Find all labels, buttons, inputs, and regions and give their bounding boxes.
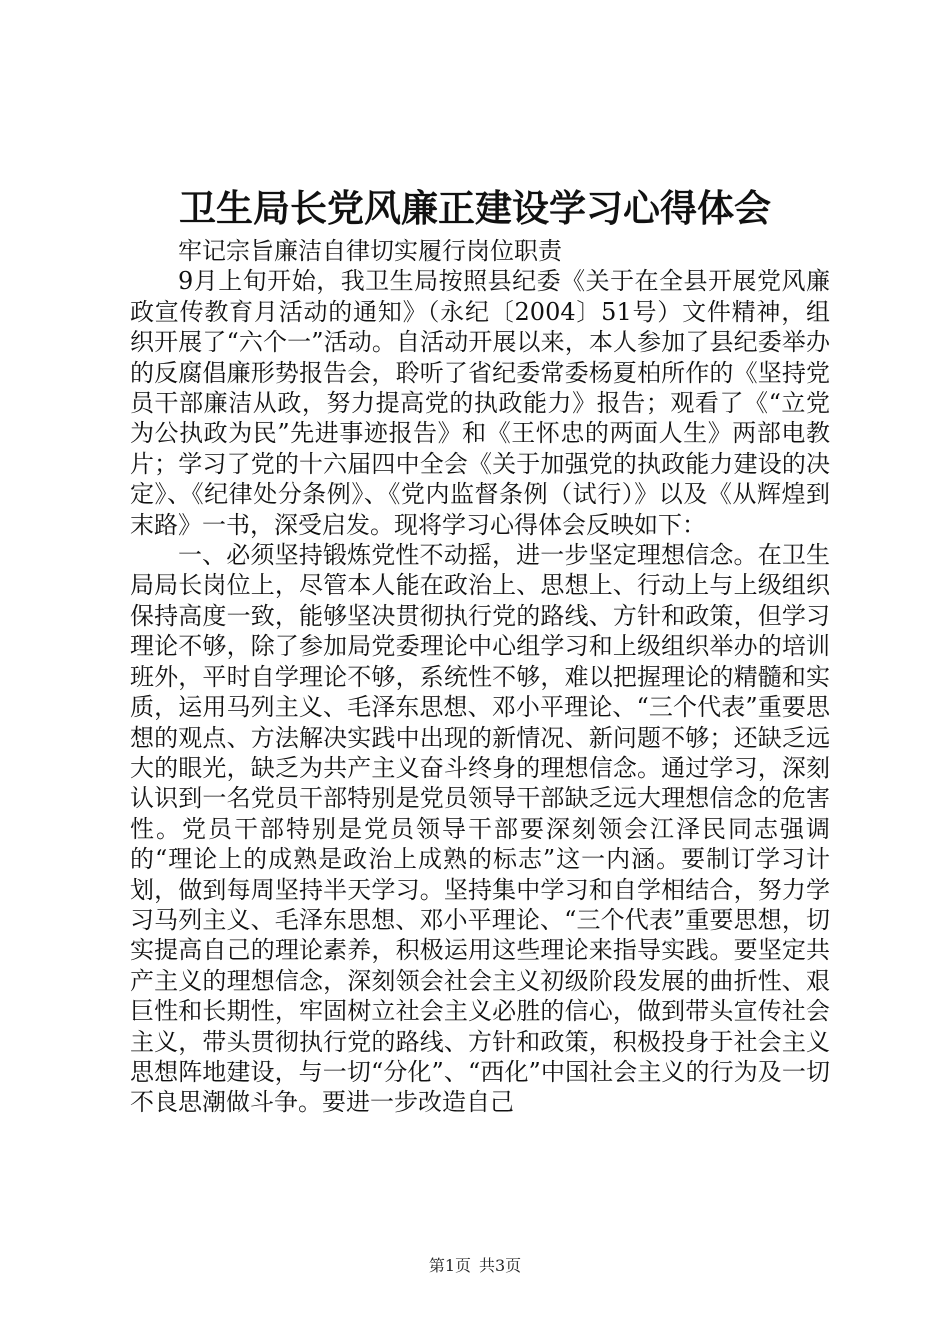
document-body bbox=[130, 236, 830, 1118]
page-total: 共3页 bbox=[479, 1256, 522, 1275]
intro-paragraph: 9月上旬开始，我卫生局按照县纪委《关于在全县开展党风廉政宣传教育月活动的通知》（永纪〔2004〕51号）文件精神，组织开展了“六个一”活动。自活动开展以来，本人参加了县纪委举办的反腐倡廉形势报告会，聆听了省纪委常委杨夏柏所作的《坚持党员干部廉洁从政，努力提高党的执政能力》报告；观看了《“立党为公执政为民”先进事迹报告》和《王怀忠的两面人生》两部电教片；学习了党的十六届四中全会《关于加强党的执政能力建设的决定》、《纪律处分条例》、《党内监督条例（试行）》以及《从辉煌到末路》一书，深受启发。现将学习心得体会反映如下： bbox=[130, 267, 830, 539]
document-title: 卫生局长党风廉正建设学习心得体会 bbox=[179, 186, 771, 230]
page-number: 第1页 bbox=[428, 1256, 471, 1275]
page-footer bbox=[0, 1256, 950, 1276]
section-one-paragraph: 一、必须坚持锻炼党性不动摇，进一步坚定理想信念。在卫生局局长岗位上，尽管本人能在政治上、思想上、行动上与上级组织保持高度一致，能够坚决贯彻执行党的路线、方针和政策，但学习理论不够，除了参加局党委理论中心组学习和上级组织举办的培训班外，平时自学理论不够，系统性不够，难以把握理论的精髓和实质，运用马列主义、毛泽东思想、邓小平理论、“三个代表”重要思想的观点、方法解决实践中出现的新情况、新问题不够；还缺乏远大的眼光，缺乏为共产主义奋斗终身的理想信念。通过学习，深刻认识到一名党员干部特别是党员领导干部缺乏远大理想信念的危害性。党员干部特别是党员领导干部要深刻领会江泽民同志强调的“理论上的成熟是政治上成熟的标志”这一内涵。要制订学习计划，做到每周坚持半天学习。坚持集中学习和自学相结合，努力学习马列主义、毛泽东思想、邓小平理论、“三个代表”重要思想，切实提高自己的理论素养，积极运用这些理论来指导实践。要坚定共产主义的理想信念，深刻领会社会主义初级阶段发展的曲折性、艰巨性和长期性，牢固树立社会主义必胜的信心，做到带头宣传社会主义，带头贯彻执行党的路线、方针和政策，积极投身于社会主义思想阵地建设，与一切“分化”、“西化”中国社会主义的行为及一切不良思潮做斗争。要进一步改造自己 bbox=[130, 541, 830, 1117]
subtitle-paragraph: 牢记宗旨廉洁自律切实履行岗位职责 bbox=[178, 237, 562, 265]
